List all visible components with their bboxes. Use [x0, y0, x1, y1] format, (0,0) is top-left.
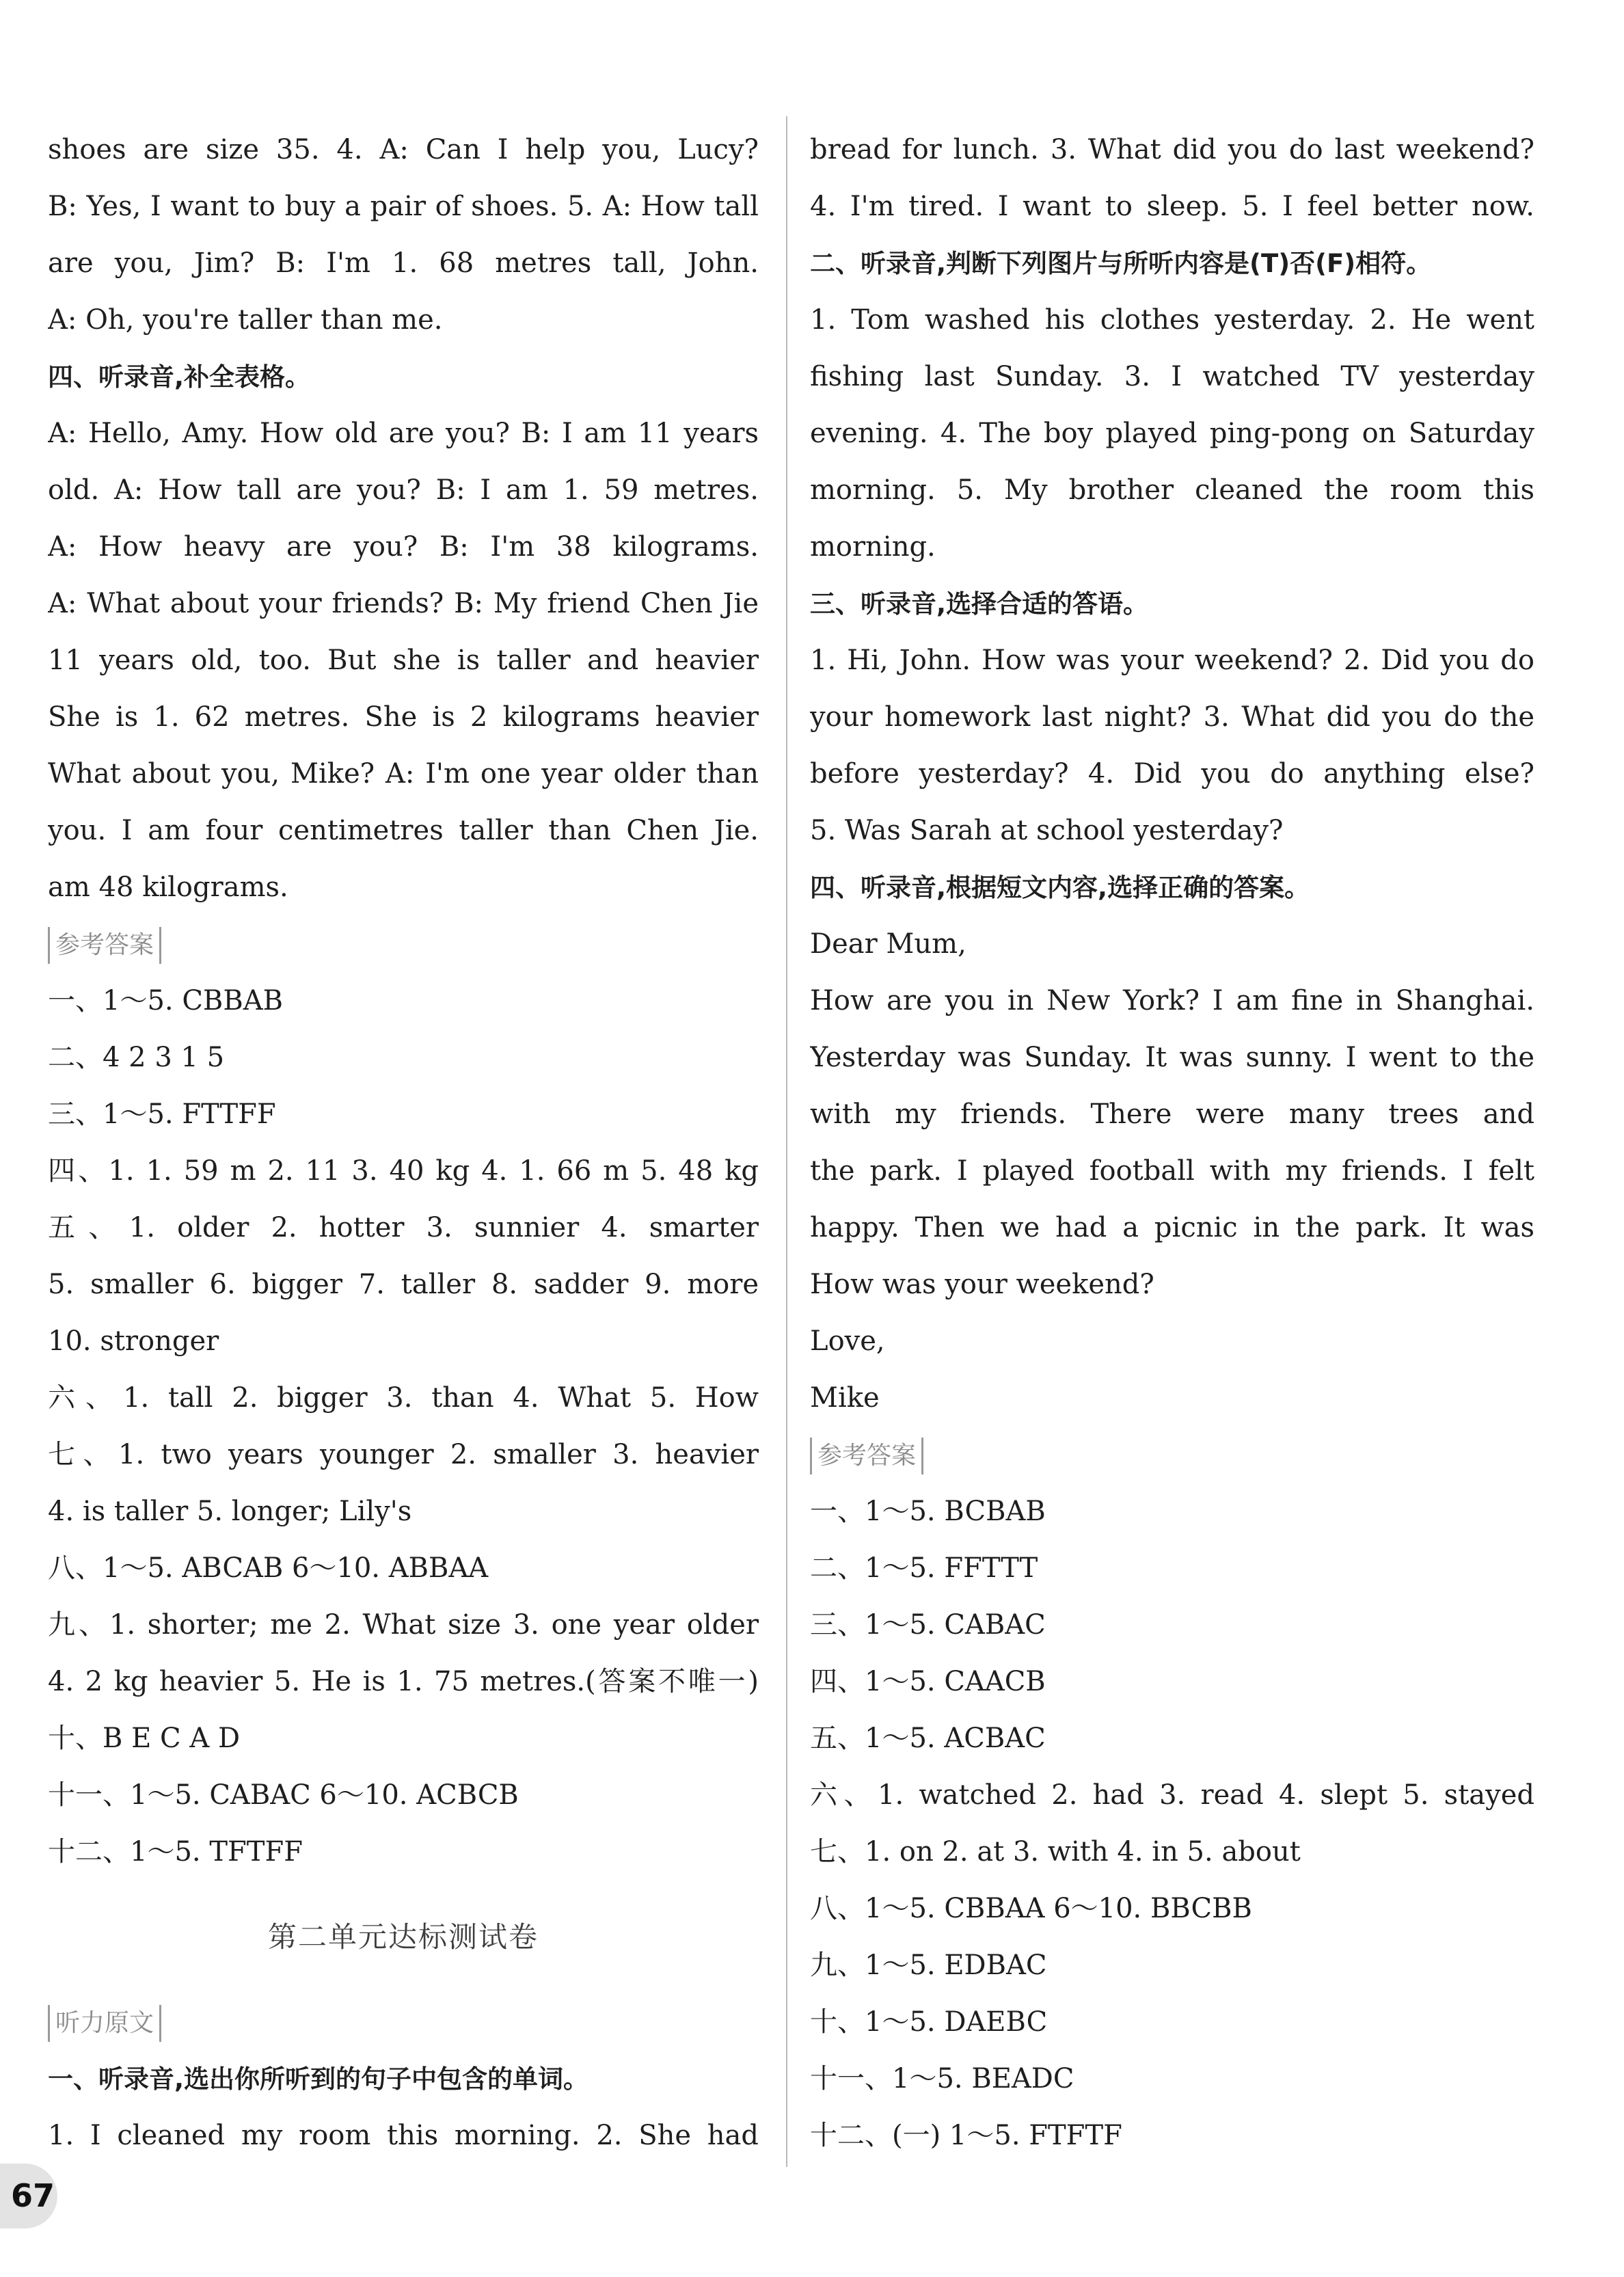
- answer-line: 一、1～5. BCBAB: [810, 1496, 1046, 1527]
- letter-greeting: Dear Mum,: [810, 928, 966, 960]
- answer-line: 十、1～5. DAEBC: [810, 2006, 1048, 2038]
- answer-line: 二、1～5. FFTTT: [810, 1552, 1038, 1584]
- section-heading: 一、听录音,选出你所听到的句子中包含的单词。: [48, 2064, 589, 2094]
- text-line: She is 1. 62 metres. She is 2 kilograms heavier: [48, 701, 759, 733]
- answer-line: 五、1～5. ACBAC: [810, 1723, 1046, 1754]
- text-line: you. I am four centimetres taller than Chen Jie.: [48, 815, 759, 846]
- text-line: before yesterday? 4. Did you do anything else?: [810, 758, 1534, 790]
- text-line: old. A: How tall are you? B: I am 1. 59 metres.: [48, 474, 759, 506]
- text-line: am 48 kilograms.: [48, 872, 288, 903]
- answer-line: 十二、(一) 1～5. FTFTF: [810, 2120, 1122, 2151]
- text-line: What about you, Mike? A: I'm one year older than: [48, 758, 759, 790]
- text-line: bread for lunch. 3. What did you do last weekend?: [810, 134, 1534, 165]
- left-column: [48, 122, 759, 2164]
- letter-line: Yesterday was Sunday. It was sunny. I went to the: [810, 1042, 1534, 1073]
- answer-key-label: 参考答案: [810, 1438, 923, 1474]
- text-line: A: What about your friends? B: My friend Chen Jie: [48, 588, 759, 619]
- letter-line: with my friends. There were many trees and: [810, 1099, 1534, 1130]
- transcript-label: 听力原文: [48, 2005, 161, 2042]
- answer-line: 十二、1～5. TFTFF: [48, 1836, 303, 1868]
- section-heading: 二、听录音,判断下列图片与所听内容是(T)否(F)相符。: [810, 249, 1432, 278]
- answer-line: 三、1～5. FTTFF: [48, 1099, 276, 1130]
- answer-line: 一、1～5. CBBAB: [48, 985, 284, 1016]
- answer-line: 五、1. older 2. hotter 3. sunnier 4. smarter: [48, 1212, 759, 1243]
- text-line: fishing last Sunday. 3. I watched TV yesterday: [810, 361, 1534, 392]
- letter-line: the park. I played football with my friends. I felt: [810, 1155, 1534, 1187]
- text-line: morning.: [810, 531, 936, 563]
- answer-line: 六、1. tall 2. bigger 3. than 4. What 5. How: [48, 1382, 759, 1414]
- answer-line: 10. stronger: [48, 1325, 219, 1357]
- answer-line: 七、1. two years younger 2. smaller 3. heavier: [48, 1439, 759, 1470]
- text-line: your homework last night? 3. What did you do the: [810, 701, 1534, 733]
- section-heading: 四、听录音,补全表格。: [48, 362, 311, 392]
- text-line: A: Oh, you're taller than me.: [48, 304, 443, 336]
- answer-line: 四、1. 1. 59 m 2. 11 3. 40 kg 4. 1. 66 m 5. 48 kg: [48, 1155, 759, 1187]
- letter-line: happy. Then we had a picnic in the park. It was: [810, 1212, 1534, 1243]
- answer-line: 九、1～5. EDBAC: [810, 1950, 1047, 1981]
- text-line: A: Hello, Amy. How old are you? B: I am 11 years: [48, 418, 759, 449]
- letter-closing: Love,: [810, 1325, 885, 1357]
- answer-line: 5. smaller 6. bigger 7. taller 8. sadder 9. more: [48, 1269, 759, 1300]
- answer-line: 十、B E C A D: [48, 1723, 241, 1754]
- section-heading: 三、听录音,选择合适的答语。: [810, 589, 1149, 619]
- text-line: 1. Hi, John. How was your weekend? 2. Did you do: [810, 645, 1534, 676]
- transcript-label-row: [48, 1994, 759, 2051]
- answer-line: 十一、1～5. CABAC 6～10. ACBCB: [48, 1779, 519, 1811]
- answer-line: 4. 2 kg heavier 5. He is 1. 75 metres.(答案不唯一): [48, 1666, 759, 1697]
- text-line: B: Yes, I want to buy a pair of shoes. 5. A: How tall: [48, 191, 759, 222]
- page-number: 67: [0, 2164, 57, 2228]
- answer-line: 八、1～5. CBBAA 6～10. BBCBB: [810, 1893, 1252, 1924]
- answer-line: 十一、1～5. BEADC: [810, 2063, 1074, 2094]
- letter-line: How are you in New York? I am fine in Shanghai.: [810, 985, 1534, 1016]
- answer-line: 八、1～5. ABCAB 6～10. ABBAA: [48, 1552, 489, 1584]
- answer-line: 七、1. on 2. at 3. with 4. in 5. about: [810, 1836, 1301, 1868]
- text-line: evening. 4. The boy played ping-pong on Saturday: [810, 418, 1534, 449]
- text-line: shoes are size 35. 4. A: Can I help you, Lucy?: [48, 134, 759, 165]
- answer-line: 二、4 2 3 1 5: [48, 1042, 225, 1073]
- answer-key-label-row: [48, 916, 759, 973]
- right-column: [810, 122, 1534, 2164]
- answer-line: 三、1～5. CABAC: [810, 1609, 1046, 1641]
- answer-line: 四、1～5. CAACB: [810, 1666, 1046, 1697]
- section-heading: 四、听录音,根据短文内容,选择正确的答案。: [810, 873, 1310, 902]
- text-line: morning. 5. My brother cleaned the room this: [810, 474, 1534, 506]
- letter-signature: Mike: [810, 1382, 880, 1414]
- answer-line: 九、1. shorter; me 2. What size 3. one year older: [48, 1609, 759, 1641]
- text-line: are you, Jim? B: I'm 1. 68 metres tall, John.: [48, 247, 759, 279]
- answer-key-label: 参考答案: [48, 927, 161, 964]
- unit-test-title: 第二单元达标测试卷: [267, 1920, 539, 1954]
- column-divider: [786, 116, 787, 2167]
- text-line: 1. Tom washed his clothes yesterday. 2. He went: [810, 304, 1534, 336]
- letter-line: How was your weekend?: [810, 1269, 1154, 1300]
- text-line: 11 years old, too. But she is taller and heavier: [48, 645, 759, 676]
- text-line: 5. Was Sarah at school yesterday?: [810, 815, 1284, 846]
- text-line: 1. I cleaned my room this morning. 2. She had: [48, 2120, 759, 2151]
- answer-line: 4. is taller 5. longer; Lily's: [48, 1496, 412, 1527]
- text-line: 4. I'm tired. I want to sleep. 5. I feel better now.: [810, 191, 1534, 222]
- text-line: A: How heavy are you? B: I'm 38 kilograms.: [48, 531, 759, 563]
- answer-line: 六、1. watched 2. had 3. read 4. slept 5. stayed: [810, 1779, 1534, 1811]
- answer-key-label-row: [810, 1427, 1534, 1483]
